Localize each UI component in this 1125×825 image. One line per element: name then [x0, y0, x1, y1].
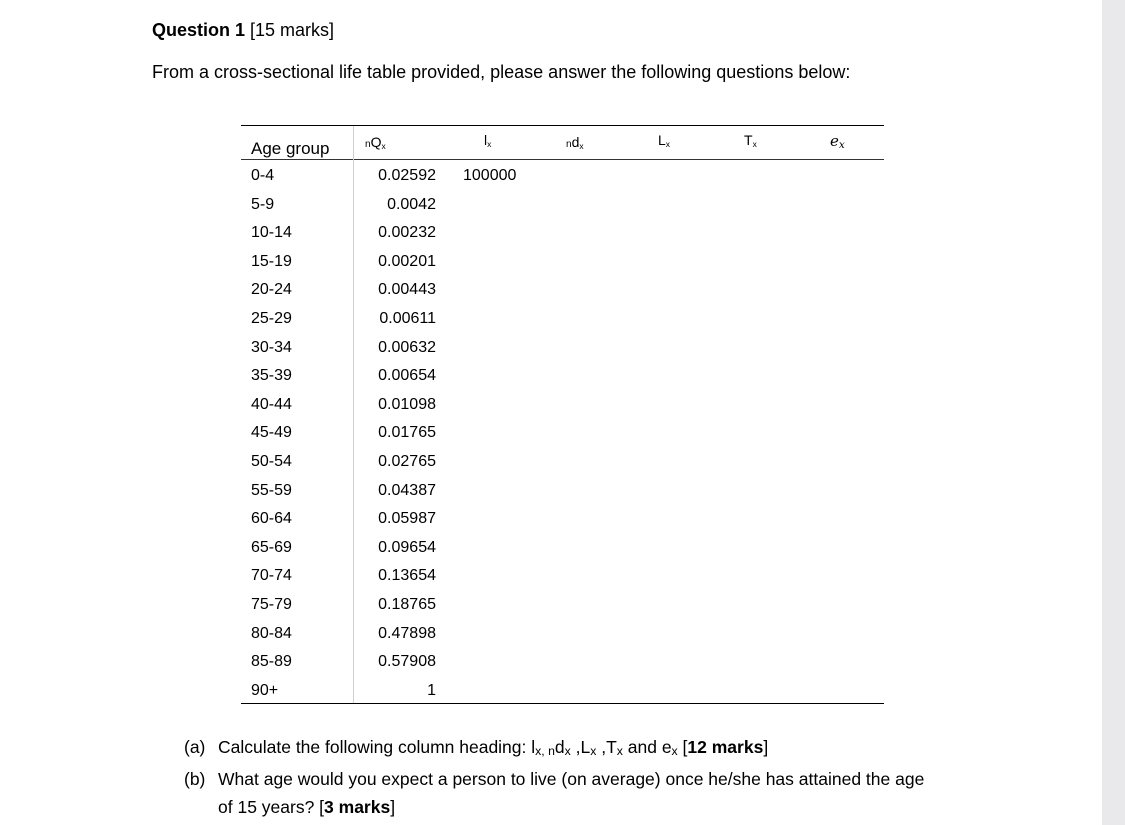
nqx-cell: 0.01098: [378, 395, 436, 413]
age-group-cell: 50-54: [251, 452, 292, 470]
header-lx: $l_x$: [484, 132, 492, 149]
age-group-cell: 0-4: [251, 167, 275, 184]
table-row: [241, 649, 884, 678]
table-row: [241, 478, 884, 507]
table-row: [241, 163, 884, 192]
question-title: Question 1: [152, 20, 246, 40]
nqx-cell: 0.57908: [378, 653, 436, 671]
nqx-cell: 0.02765: [378, 452, 436, 470]
age-group-cell: 80-84: [251, 624, 292, 642]
table-row: [241, 220, 884, 249]
age-group-cell: 75-79: [251, 595, 292, 613]
question-b-marks: 3 marks: [324, 797, 391, 817]
table-row: [241, 335, 884, 364]
age-group-cell: 5-9: [251, 195, 275, 213]
question-a: (a) Calculate the following column heading: $l_{x, n}d_x$ $,L_x$ $,T_x$ and $e_x$ [12 marks]: [184, 733, 984, 765]
header-ex: $e_x$: [830, 132, 845, 151]
nqx-cell: 0.04387: [378, 481, 436, 499]
age-group-cell: 20-24: [251, 281, 292, 299]
header-Tx: $T_x$: [744, 132, 757, 149]
header-Lx: $L_x$: [658, 132, 670, 149]
questions: [184, 733, 984, 821]
nqx-cell: 0.00443: [378, 281, 436, 299]
table-row: [241, 363, 884, 392]
age-group-cell: 10-14: [251, 224, 292, 242]
nqx-cell: 0.0042: [387, 195, 436, 213]
life-table: [241, 125, 884, 704]
nqx-cell: 0.00611: [379, 309, 436, 327]
nqx-cell: 0.18765: [378, 595, 436, 613]
table-row: [241, 592, 884, 621]
header-age-group: Age group: [251, 139, 330, 158]
lx-cell: 100000: [463, 167, 517, 184]
table-row: [241, 306, 884, 335]
table-body: [241, 163, 884, 706]
question-marks: [15 marks]: [250, 20, 335, 40]
table-row: [241, 449, 884, 478]
age-group-cell: 25-29: [251, 309, 292, 327]
nqx-cell: 0.47898: [378, 624, 436, 642]
nqx-cell: 0.00654: [378, 367, 436, 385]
nqx-cell: 0.00232: [378, 224, 436, 242]
table-row: [241, 621, 884, 650]
age-group-cell: 40-44: [251, 395, 292, 413]
age-group-cell: 55-59: [251, 481, 292, 499]
table-row: [241, 420, 884, 449]
table-row: [241, 277, 884, 306]
question-b: (b) What age would you expect a person to live (on average) once he/she has attained the age: [184, 765, 984, 793]
age-group-cell: 65-69: [251, 538, 292, 556]
age-group-cell: 45-49: [251, 424, 292, 442]
age-group-cell: 30-34: [251, 338, 292, 356]
table-row: [241, 535, 884, 564]
nqx-cell: 0.09654: [378, 538, 436, 556]
age-group-cell: 35-39: [251, 367, 292, 385]
header-ndx: $nd_x$: [566, 134, 584, 151]
age-group-cell: 90+: [251, 681, 279, 699]
question-b-label: (b): [184, 769, 206, 789]
question-a-marks: 12 marks: [687, 737, 764, 757]
table-row: [241, 392, 884, 421]
question-b-cont: of 15 years? [3 marks]: [218, 797, 396, 817]
age-group-cell: 70-74: [251, 567, 292, 585]
nqx-cell: 1: [427, 681, 436, 699]
age-group-cell: 15-19: [251, 252, 292, 270]
nqx-cell: 0.05987: [378, 510, 436, 528]
header-nqx: $nQ_x$: [365, 134, 386, 151]
table-row: [241, 678, 884, 707]
table-row: [241, 249, 884, 278]
table-header-rule: [241, 159, 884, 160]
nqx-cell: 0.00632: [378, 338, 436, 356]
table-top-rule: [241, 125, 884, 126]
table-row: [241, 506, 884, 535]
question-a-label: (a): [184, 737, 206, 757]
nqx-cell: 0.02592: [378, 167, 436, 184]
nqx-cell: 0.01765: [378, 424, 436, 442]
table-row: [241, 192, 884, 221]
age-group-cell: 60-64: [251, 510, 292, 528]
nqx-cell: 0.00201: [378, 252, 436, 270]
nqx-cell: 0.13654: [378, 567, 436, 585]
age-group-cell: 85-89: [251, 653, 292, 671]
intro-text: From a cross-sectional life table provided, please answer the following questions below:: [152, 62, 851, 82]
table-row: [241, 563, 884, 592]
question-heading: [152, 20, 334, 41]
